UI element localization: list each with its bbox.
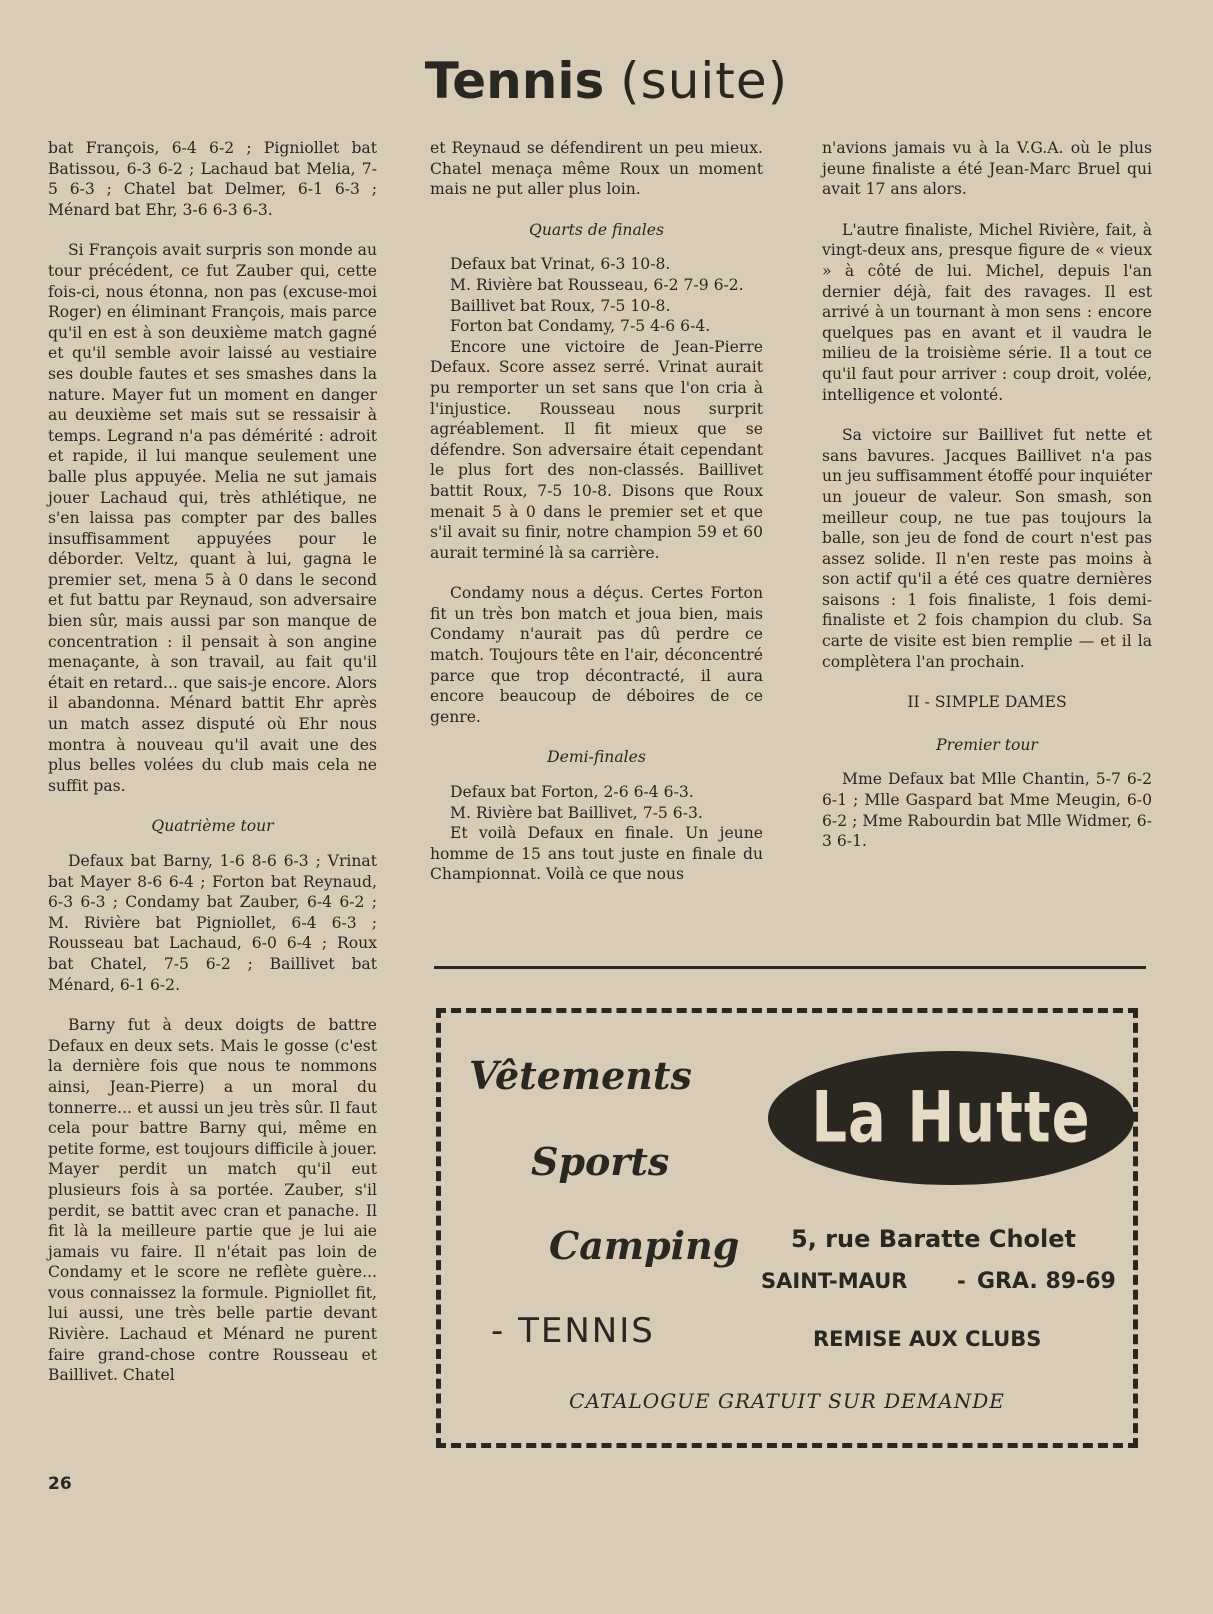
- result-line: M. Rivière bat Baillivet, 7-5 6-3.: [450, 803, 703, 822]
- results-paragraph: Mme Defaux bat Mlle Chantin, 5-7 6-2 6-1 ; Mlle Gaspard bat Mme Meugin, 6-0 6-2 ; Mme Rabourdin bat Mlle Widmer, 6-3 6-1.: [822, 770, 1152, 851]
- result-line: Forton bat Condamy, 7-5 4-6 6-4.: [450, 317, 711, 336]
- result-line: Defaux bat Vrinat, 6-3 10-8.: [450, 255, 671, 274]
- horizontal-divider: [434, 966, 1146, 969]
- paragraph: Et voilà Defaux en finale. Un jeune homme de 15 ans tout juste en finale du Championnat. Voilà ce que nous: [430, 824, 763, 884]
- title-main: Tennis: [424, 52, 605, 110]
- ad-separator: -: [957, 1269, 966, 1293]
- ad-line-camping: Camping: [549, 1223, 740, 1268]
- result-line: Baillivet bat Roux, 7-5 10-8.: [450, 296, 671, 315]
- column-3: [822, 138, 1152, 852]
- ad-address: 5, rue Baratte Cholet: [791, 1225, 1076, 1253]
- results-paragraph: Defaux bat Barny, 1-6 8-6 6-3 ; Vrinat bat Mayer 8-6 6-4 ; Forton bat Reynaud, 6-3 6-3 ; Condamy bat Zauber, 6-4 6-2 ; M. Rivière bat Pigniollet, 6-4 6-3 ; Rousseau bat Lachaud, 6-0 6-4 ; Roux bat Chatel, 7-5 6-2 ; Baillivet bat Ménard, 6-1 6-2.: [48, 852, 377, 994]
- la-hutte-logo: [768, 1051, 1134, 1185]
- paragraph: Encore une victoire de Jean-Pierre Defaux. Score assez serré. Vrinat aurait pu remporter un set sans que l'on cria à l'injustice. Rousseau nous surprit agréablement. Il fit mieux que se défendre. Son adversaire était cependant le plus fort des non-classés. Baillivet battit Roux, 7-5 10-8. Disons que Roux menait 5 à 0 dans le premier set et que s'il avait su finir, notre champion 59 et 60 aurait terminé là sa carrière.: [430, 337, 763, 562]
- section-heading: Quatrième tour: [151, 817, 274, 836]
- page-number: 26: [48, 1474, 72, 1494]
- paragraph: L'autre finaliste, Michel Rivière, fait, à vingt-deux ans, presque figure de « vieux » à côté de lui. Michel, depuis l'an dernier déjà, fait des ravages. Il est arrivé à un tournant à mon sens : encore quelques pas en avant et il vaudra le milieu de la troisième série. Il a tout ce qu'il faut pour arriver : coup droit, volée, intelligence et volonté.: [822, 220, 1152, 404]
- section-heading: Demi-finales: [547, 748, 646, 767]
- column-1: [48, 138, 377, 1386]
- paragraph: Sa victoire sur Baillivet fut nette et sans bavures. Jacques Baillivet n'a pas un jeu suffisamment étoffé pour inquiéter un joueur de valeur. Son smash, son meilleur coup, ne tue pas toujours la balle, son jeu de fond de court n'est pas assez solide. Il n'en reste pas moins à son actif qu'il a été ces quatre dernières saisons : 1 fois finaliste, 1 fois demi-finaliste et 2 fois champion du club. Sa carte de visite est bien remplie — et il la complètera l'an prochain.: [822, 426, 1152, 671]
- result-line: Defaux bat Forton, 2-6 6-4 6-3.: [450, 783, 694, 802]
- paragraph: n'avions jamais vu à la V.G.A. où le plus jeune finaliste a été Jean-Marc Bruel qui avait 17 ans alors.: [822, 139, 1152, 199]
- logo-text: La Hutte: [811, 1077, 1091, 1159]
- section-heading: Premier tour: [936, 735, 1038, 754]
- ad-phone: GRA. 89-69: [977, 1269, 1116, 1294]
- paragraph: bat François, 6-4 6-2 ; Pigniollet bat Batissou, 6-3 6-2 ; Lachaud bat Melia, 7-5 6-3 ; Chatel bat Delmer, 6-1 6-3 ; Ménard bat Ehr, 3-6 6-3 6-3.: [48, 139, 377, 219]
- ad-line-tennis: - TENNIS: [491, 1311, 655, 1351]
- paragraph: Condamy nous a déçus. Certes Forton fit un très bon match et joua bien, mais Condamy n'aurait pas dû perdre ce match. Toujours tête en l'air, déconcentré parce que trop décontracté, il aura encore beaucoup de déboires de ce genre.: [430, 584, 763, 726]
- advertisement: [436, 1008, 1138, 1448]
- ad-line-sports: Sports: [531, 1139, 670, 1184]
- paragraph: et Reynaud se défendirent un peu mieux. Chatel menaça même Roux un moment mais ne put aller plus loin.: [430, 139, 763, 199]
- result-line: M. Rivière bat Rousseau, 6-2 7-9 6-2.: [450, 275, 744, 294]
- paragraph: Si François avait surpris son monde au tour précédent, ce fut Zauber qui, cette fois-ci, nous étonna, non pas (excuse-moi Roger) en éliminant François, mais parce qu'il en est à son deuxième match gagné et qu'il semble avoir laissé au vestiaire ses double fautes et ses smashes dans la nature. Mayer fut un moment en danger au deuxième set mais sut se ressaisir à temps. Legrand n'a pas démérité : adroit et rapide, il lui manque seulement une balle plus appuyée. Melia ne sut jamais jouer Lachaud qui, très athlétique, ne s'en laissa pas compter par des balles insuffisamment appuyées pour le déborder. Veltz, quant à lui, gagna le premier set, mena 5 à 0 dans le second et fut battu par Reynaud, son adversaire bien sûr, mais aussi par son manque de concentration : il pensait à son angine menaçante, à son travail, au fait qu'il était en retard... que sais-je encore. Alors il abandonna. Ménard battit Ehr après un match assez disputé où Ehr nous montra à nouveau qu'il avait une des plus belles volées du club mais cela ne suffit pas.: [48, 241, 377, 795]
- ad-line-clothing: Vêtements: [469, 1053, 692, 1098]
- ad-offer: REMISE AUX CLUBS: [813, 1327, 1042, 1351]
- column-2: [430, 138, 763, 885]
- section-heading: Quarts de finales: [529, 220, 664, 239]
- ad-city: SAINT-MAUR: [761, 1269, 908, 1293]
- section-title: II - SIMPLE DAMES: [907, 693, 1067, 712]
- ad-catalog: CATALOGUE GRATUIT SUR DEMANDE: [569, 1389, 1005, 1413]
- paragraph: Barny fut à deux doigts de battre Defaux en deux sets. Mais le gosse (c'est la dernière fois que nous te nommons ainsi, Jean-Pierre) a un moral du tonnerre... et aussi un jeu très sûr. Il faut cela pour battre Barny qui, même en petite forme, est toujours difficile à jouer. Mayer perdit un match qu'il eut plusieurs fois à sa portée. Zauber, s'il perdit, se battit avec cran et panache. Il fit là la meilleure partie que je lui aie jamais vu faire. Il n'était pas loin de Condamy et le score ne reflète guère... vous connaissez la formule. Pigniollet fit, lui aussi, une très belle partie devant Rivière. Lachaud et Ménard ne purent faire grand-chose contre Rousseau et Baillivet. Chatel: [48, 1016, 377, 1385]
- page-title: [0, 52, 1213, 110]
- title-sub: (suite): [620, 52, 789, 110]
